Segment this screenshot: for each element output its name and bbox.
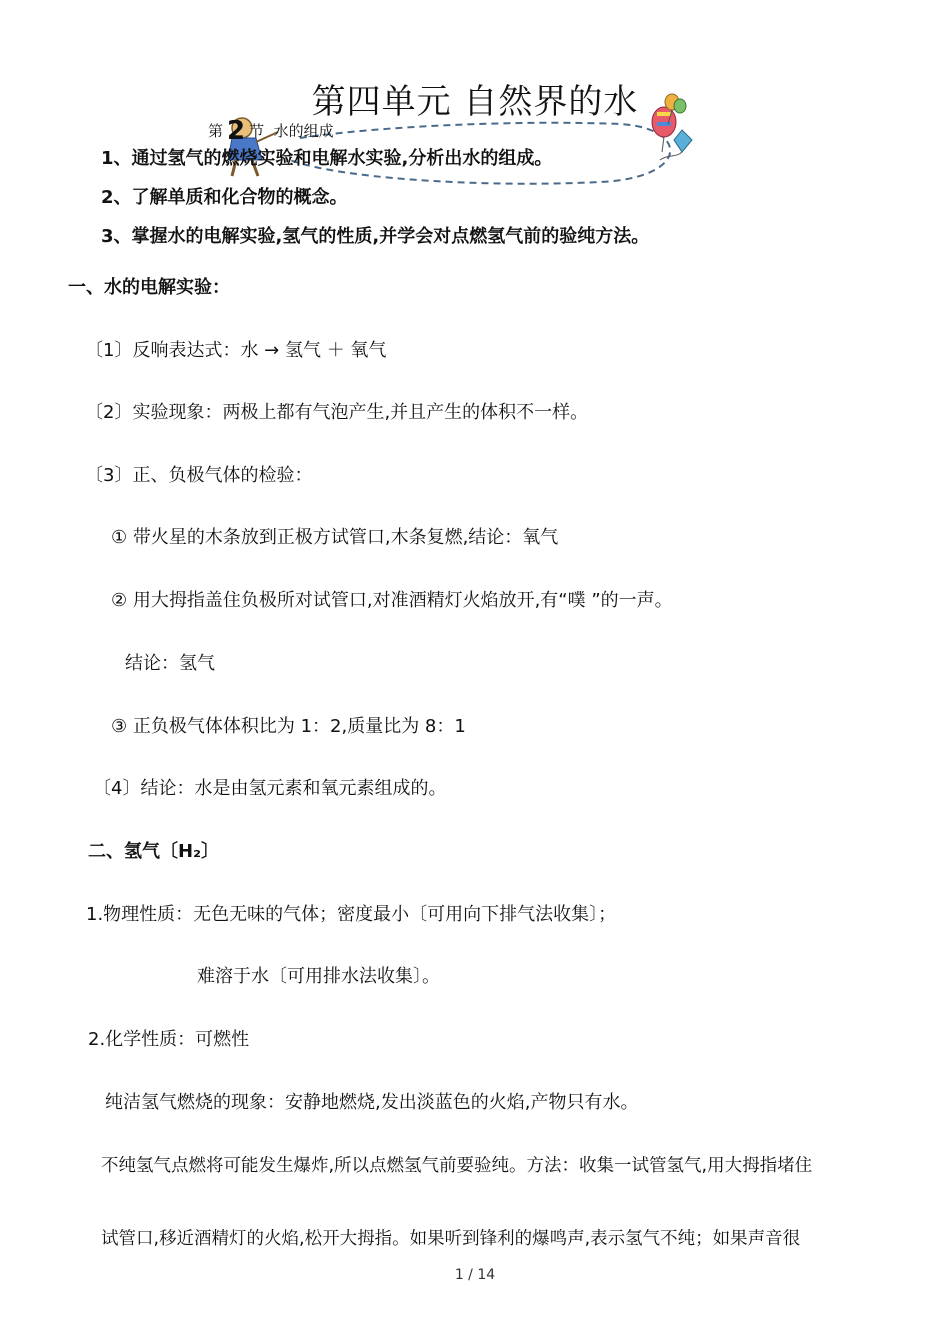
part2-heading: 二、氢气〔H₂〕 (88, 841, 219, 862)
test-3: ③ 正负极气体体积比为 1：2,质量比为 8：1 (111, 716, 466, 737)
objective-2: 2、了解单质和化合物的概念。 (101, 187, 348, 208)
part1-heading: 一、水的电解实验： (68, 277, 230, 298)
section-prefix: 第 (208, 122, 224, 140)
page-number: 1 / 14 (454, 1267, 496, 1283)
section-number: 2 (227, 116, 246, 146)
test-1: ① 带火星的木条放到正极方试管口,木条复燃,结论：氧气 (111, 527, 559, 548)
test-2-conclusion: 结论：氢气 (125, 653, 215, 674)
part1-item-1: 〔1〕反响表达式：水 → 氢气 ＋ 氧气 (85, 340, 387, 361)
chemical-property: 2.化学性质：可燃性 (88, 1029, 250, 1050)
part1-conclusion: 〔4〕结论：水是由氢元素和氧元素组成的。 (93, 778, 447, 799)
section-name: 水的组成 (273, 122, 334, 140)
page-title: 第四单元 自然界的水 (311, 82, 639, 122)
impure-line-1: 不纯氢气点燃将可能发生爆炸,所以点燃氢气前要验纯。方法：收集一试管氢气,用大拇指堵住 (101, 1156, 813, 1176)
part1-item-3: 〔3〕正、负极气体的检验： (85, 465, 313, 486)
physical-property-2: 难溶于水〔可用排水法收集〕。 (197, 966, 440, 987)
test-2: ② 用大拇指盖住负极所对试管口,对准酒精灯火焰放开,有“噗 ”的一声。 (111, 590, 673, 611)
physical-property-1: 1.物理性质：无色无味的气体；密度最小〔可用向下排气法收集〕； (86, 904, 617, 925)
part1-item-2: 〔2〕实验现象：两极上都有气泡产生,并且产生的体积不一样。 (85, 402, 589, 423)
objective-3: 3、掌握水的电解实验,氢气的性质,并学会对点燃氢气前的验纯方法。 (101, 226, 650, 247)
section-suffix: 节 (249, 122, 265, 140)
pure-combustion: 纯洁氢气燃烧的现象：安静地燃烧,发出淡蓝色的火焰,产物只有水。 (105, 1092, 639, 1113)
section-heading (208, 113, 334, 146)
objective-1: 1、通过氢气的燃烧实验和电解水实验,分析出水的组成。 (101, 148, 553, 169)
impure-line-2: 试管口,移近酒精灯的火焰,松开大拇指。如果听到锋利的爆鸣声,表示氢气不纯；如果声音很 (101, 1229, 801, 1249)
